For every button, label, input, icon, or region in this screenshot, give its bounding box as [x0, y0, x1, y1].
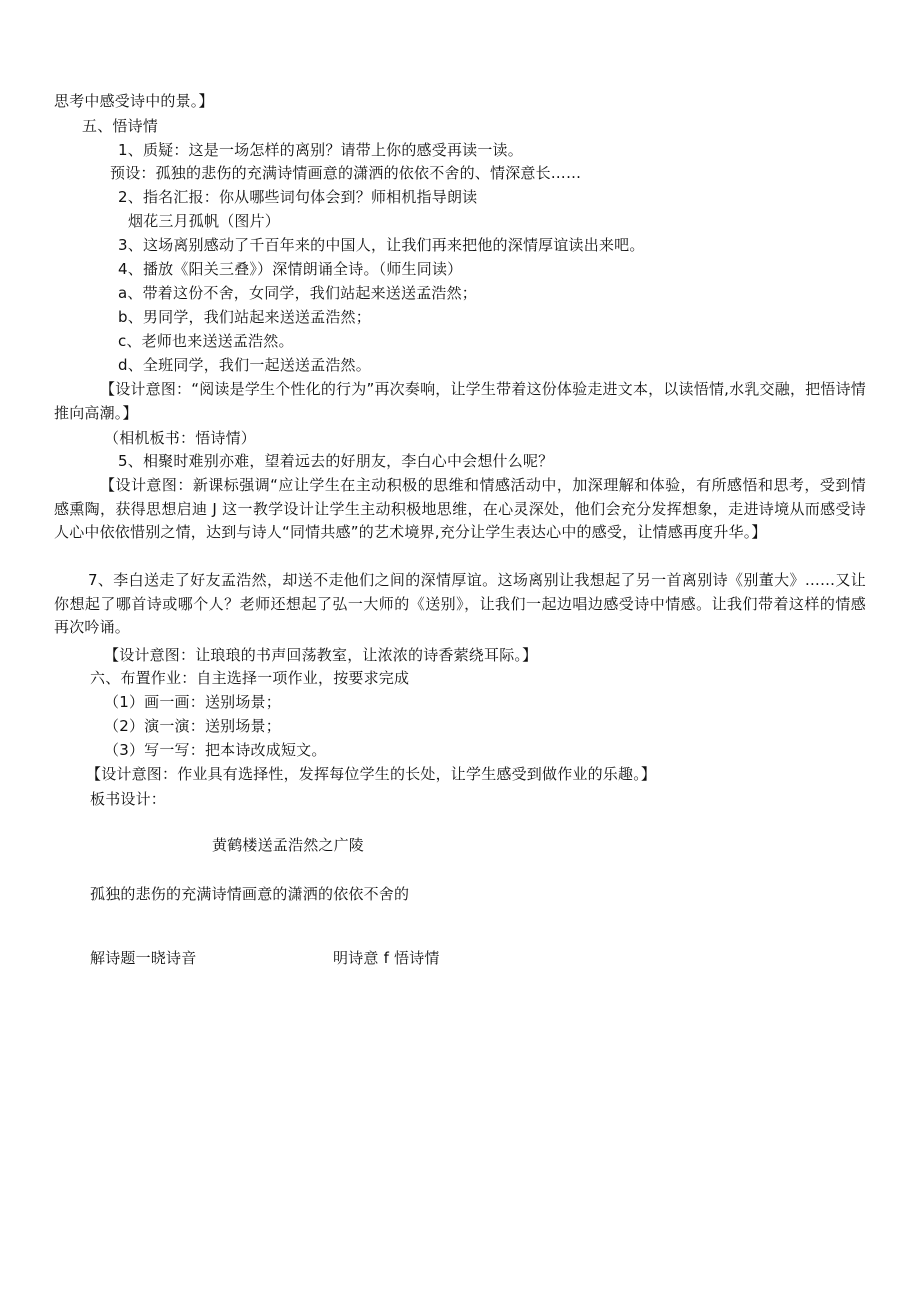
step-1-question: 1、质疑：这是一场怎样的离别？请带上你的感受再读一读。: [118, 141, 523, 159]
board-title: 黄鹤楼送孟浩然之广陵: [212, 836, 365, 854]
step-4: 4、播放《阳关三叠》）深情朗诵全诗。（师生同读）: [118, 260, 463, 278]
design-intent-4: 【设计意图：作业具有选择性，发挥每位学生的长处，让学生感受到做作业的乐趣。】: [86, 765, 657, 783]
sub-step-a: a、带着这份不舍，女同学，我们站起来送送孟浩然；: [118, 284, 477, 302]
step-3: 3、这场离别感动了千百年来的中国人，让我们再来把他的深情厚谊读出来吧。: [118, 236, 645, 254]
board-step-left: 解诗题一晓诗音: [90, 949, 197, 967]
sub-step-d: d、全班同学，我们一起送送孟浩然。: [118, 356, 371, 374]
sub-step-b: b、男同学，我们站起来送送孟浩然；: [118, 308, 371, 326]
picture-note: 烟花三月孤帆（图片）: [128, 212, 281, 230]
step-5: 5、相聚时难别亦难，望着远去的好朋友，李白心中会想什么呢？: [118, 452, 554, 470]
homework-option-1: （1）画一画：送别场景；: [104, 693, 281, 711]
design-intent-3: 【设计意图：让琅琅的书声回荡教室，让浓浓的诗香萦绕耳际。】: [104, 646, 538, 664]
board-design-label: 板书设计：: [90, 790, 167, 808]
step-2-report: 2、指名汇报：你从哪些词句体会到？师相机指导朗读: [118, 188, 478, 206]
section-heading-6: 六、布置作业：自主选择一项作业，按要求完成: [90, 669, 410, 687]
design-intent-paragraph-1: 【设计意图：“阅读是学生个性化的行为”再次奏响，让学生带着这份体验走进文本，以读悟情,水乳交融，把悟诗情推向高潮。】: [54, 380, 866, 422]
homework-option-3: （3）写一写：把本诗改成短文。: [104, 741, 327, 759]
sub-step-c: c、老师也来送送孟浩然。: [118, 332, 294, 350]
board-note: （相机板书：悟诗情）: [104, 429, 257, 447]
board-feelings: 孤独的悲伤的充满诗情画意的潇洒的依依不舍的: [90, 885, 410, 903]
board-step-right: 明诗意 f 悟诗情: [333, 949, 440, 967]
text-line-continuation: 思考中感受诗中的景。】: [54, 92, 214, 110]
step-7-paragraph: 7、李白送走了好友孟浩然，却送不走他们之间的深情厚谊。这场离别让我想起了另一首离别诗《别董大》……又让你想起了哪首诗或哪个人？老师还想起了弘一大师的《送别》，让我们一起边唱边感受诗中情感。让我们带着这样的情感再次吟诵。: [54, 571, 866, 637]
preset-answer: 预设：孤独的悲伤的充满诗情画意的潇洒的依依不舍的、情深意长……: [110, 164, 582, 182]
section-heading-5: 五、悟诗情: [82, 117, 159, 135]
homework-option-2: （2）演一演：送别场景；: [104, 717, 281, 735]
design-intent-paragraph-2: 【设计意图：新课标强调“应让学生在主动积极的思维和情感活动中，加深理解和体验，有所感悟和思考，受到情感熏陶，获得思想启迪 J 这一教学设计让学生主动积极地思维，在心灵深处，他们会充分发挥想象，走进诗境从而感受诗人心中依依惜别之情，达到与诗人“同情共感”的艺术境界,充分让学生表达心中的感受，让情感再度升华。】: [54, 476, 866, 542]
